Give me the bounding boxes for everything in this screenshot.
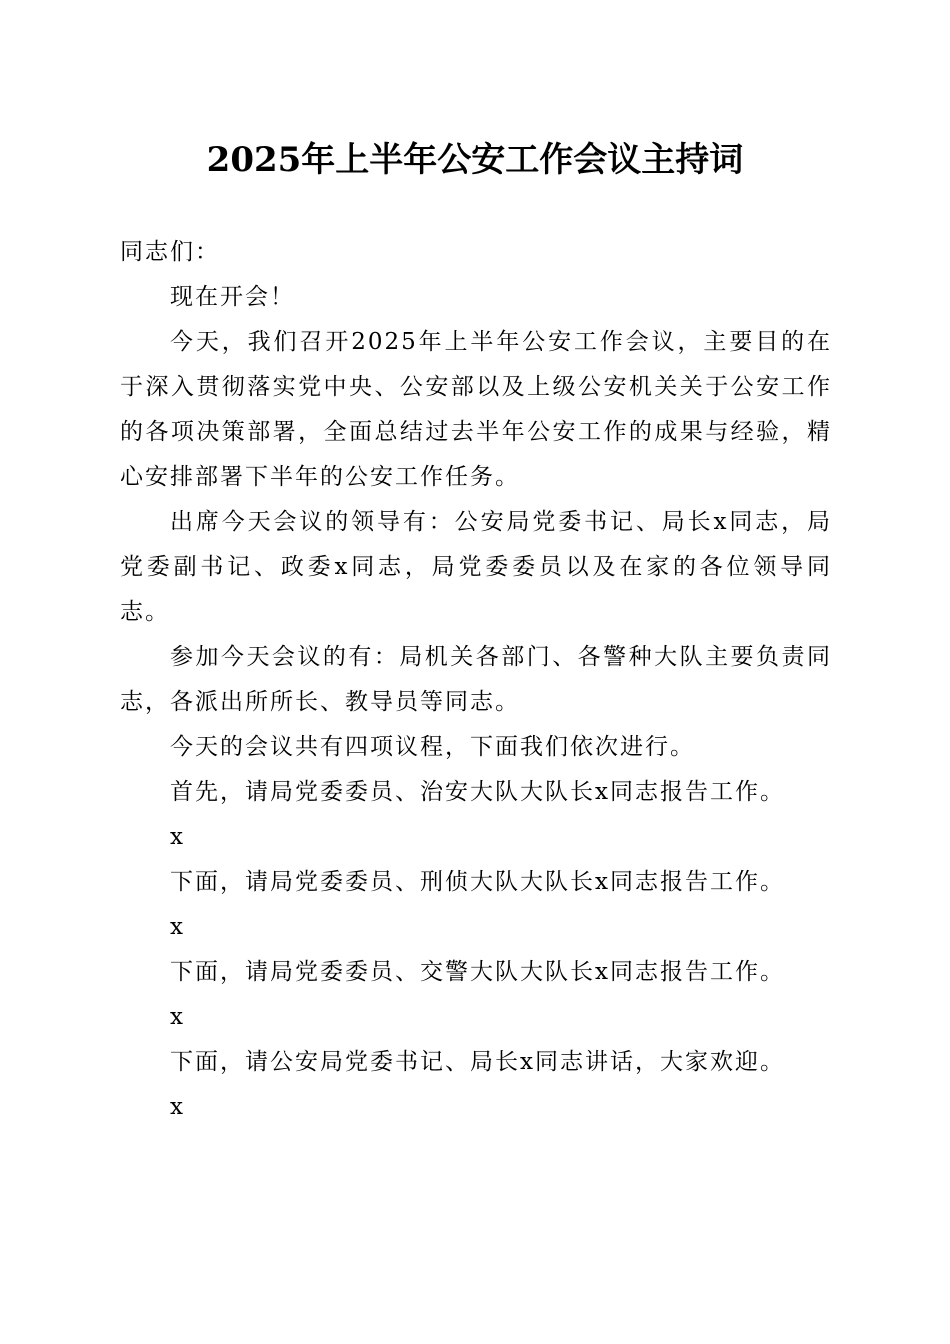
paragraph-purpose: 今天，我们召开2025年上半年公安工作会议，主要目的在于深入贯彻落实党中央、公安部以及上级公安机关关于公安工作的各项决策部署，全面总结过去半年公安工作的成果与经验，精心安排部署下半年的公安工作任务。 [120,329,832,490]
paragraph-opening: 现在开会！ [170,284,295,310]
paragraph-attendees: 参加今天会议的有：局机关各部门、各警种大队主要负责同志，各派出所所长、教导员等同志。 [120,644,832,715]
paragraph-placeholder-1: x [170,824,185,850]
paragraph-placeholder-4: x [170,1094,185,1120]
salutation: 同志们： [120,239,220,265]
document-body [120,230,832,1130]
paragraph-agenda-item-2: 下面，请局党委委员、刑侦大队大队长x同志报告工作。 [170,869,785,895]
paragraph-placeholder-2: x [170,914,185,940]
paragraph-placeholder-3: x [170,1004,185,1030]
document-title: 2025年上半年公安工作会议主持词 [206,140,744,180]
paragraph-agenda-item-1: 首先，请局党委委员、治安大队大队长x同志报告工作。 [170,779,785,805]
paragraph-agenda-item-4: 下面，请公安局党委书记、局长x同志讲话，大家欢迎。 [170,1049,785,1075]
paragraph-leaders: 出席今天会议的领导有：公安局党委书记、局长x同志，局党委副书记、政委x同志，局党委委员以及在家的各位领导同志。 [120,509,832,625]
paragraph-agenda: 今天的会议共有四项议程，下面我们依次进行。 [170,734,695,760]
paragraph-agenda-item-3: 下面，请局党委委员、交警大队大队长x同志报告工作。 [170,959,785,985]
